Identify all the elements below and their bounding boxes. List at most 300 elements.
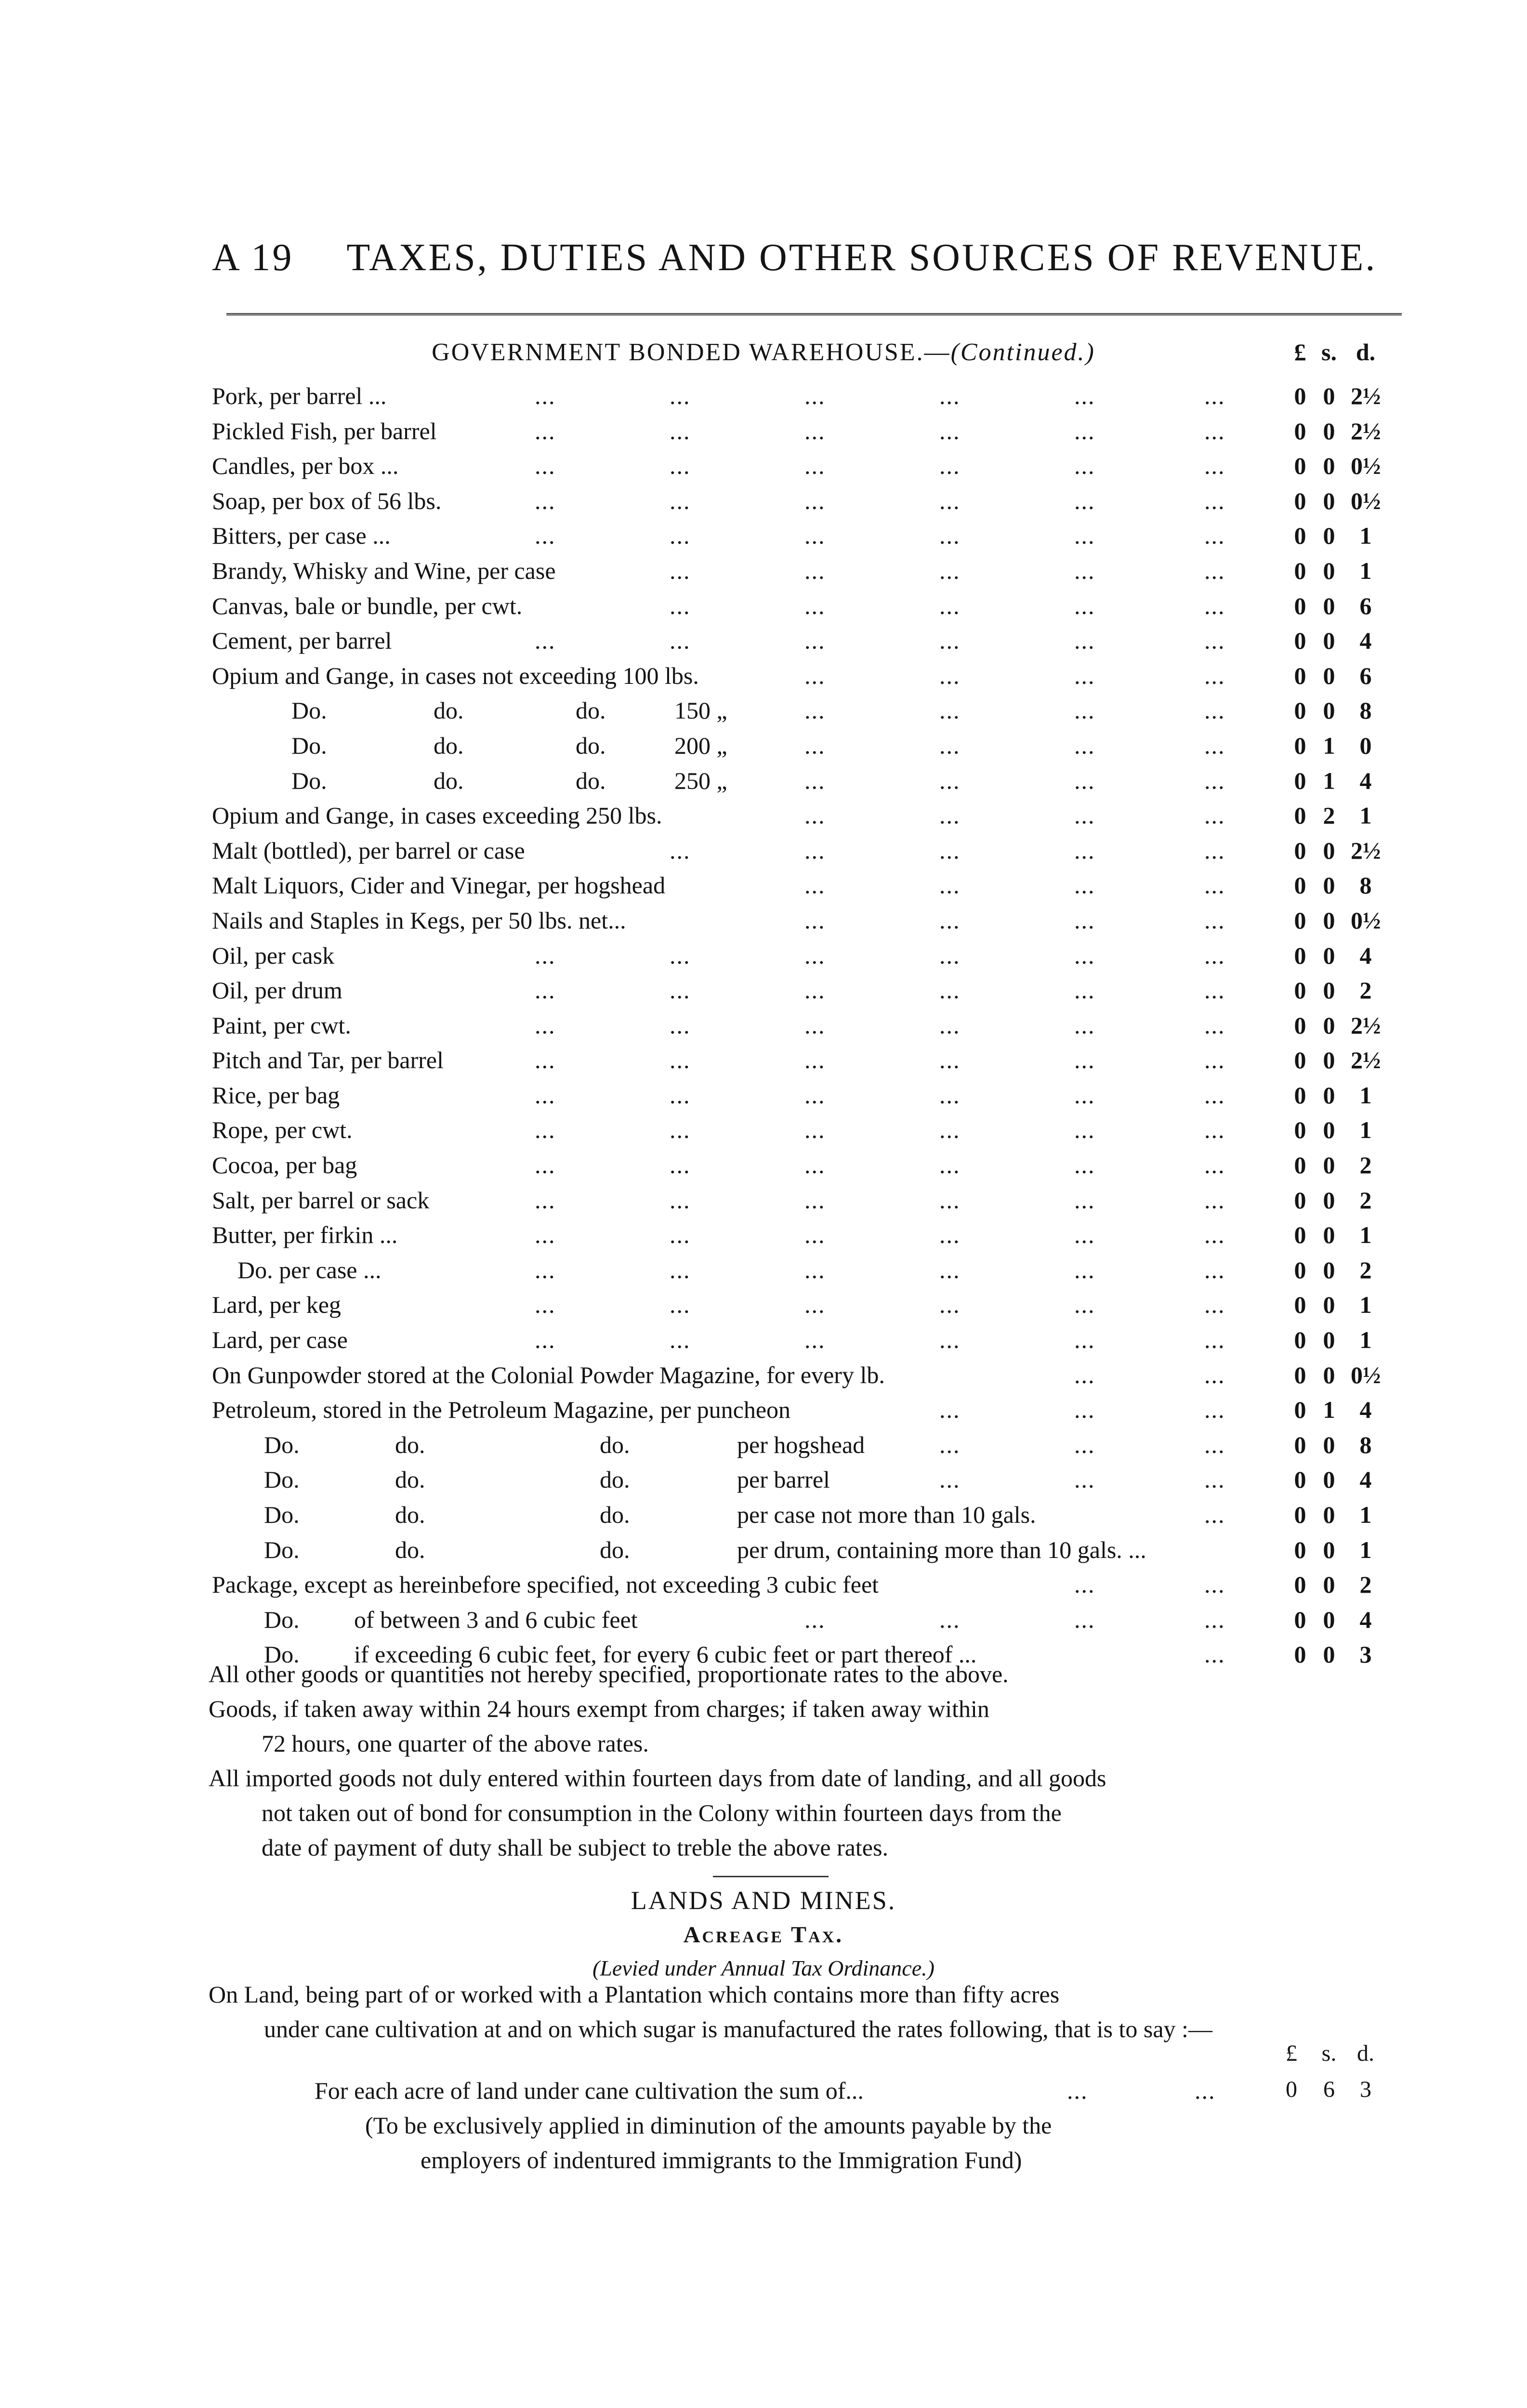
table-row bbox=[0, 1497, 1527, 1532]
table-row bbox=[0, 1567, 1527, 1602]
leader-dots: ... bbox=[939, 872, 961, 899]
row-label: Oil, per drum bbox=[212, 977, 342, 1004]
rate-pounds: 0 bbox=[1294, 592, 1306, 619]
leader-dots: ... bbox=[1204, 1256, 1225, 1283]
leader-dots: ... bbox=[939, 662, 961, 689]
leader-dots: ... bbox=[1204, 1326, 1225, 1354]
leader-dots: ... bbox=[804, 1256, 826, 1283]
row-ditto: Do. bbox=[264, 1536, 300, 1563]
row-label: Nails and Staples in Kegs, per 50 lbs. net... bbox=[212, 906, 626, 934]
leader-dots: ... bbox=[804, 627, 826, 654]
rate-pounds: 0 bbox=[1294, 906, 1306, 934]
rate-shillings: 0 bbox=[1323, 977, 1335, 1004]
leader-dots: ... bbox=[939, 1326, 961, 1354]
rate-shillings: 0 bbox=[1323, 1501, 1335, 1528]
leader-dots: ... bbox=[939, 1256, 961, 1283]
leader-dots: ... bbox=[1074, 417, 1095, 445]
row-qualifier: 200 „ bbox=[674, 732, 727, 759]
leader-dots: ... bbox=[804, 1291, 826, 1319]
rate-pounds: 0 bbox=[1294, 872, 1306, 899]
rate-shillings: 0 bbox=[1323, 1186, 1335, 1214]
leader-dots: ... bbox=[535, 522, 556, 550]
leader-dots: ... bbox=[1204, 1606, 1225, 1633]
leader-dots: ... bbox=[1204, 942, 1225, 969]
leader-dots: ... bbox=[804, 1186, 826, 1214]
table-row bbox=[0, 1112, 1527, 1148]
row-label: On Gunpowder stored at the Colonial Powder Magazine, for every lb. bbox=[212, 1361, 885, 1388]
header-rule bbox=[226, 313, 1402, 315]
rate-shillings: 0 bbox=[1323, 592, 1335, 619]
row-ditto: do. bbox=[576, 732, 606, 759]
rate-pence: 0½ bbox=[1351, 906, 1381, 934]
rate-shillings: 0 bbox=[1323, 1291, 1335, 1319]
table-row bbox=[0, 1253, 1527, 1288]
rate-pence: 2 bbox=[1359, 977, 1372, 1004]
leader-dots: ... bbox=[1074, 1081, 1095, 1109]
rate-shillings: 0 bbox=[1323, 1047, 1335, 1074]
table-row bbox=[0, 1322, 1527, 1358]
rate-shillings: 1 bbox=[1323, 767, 1335, 794]
row-ditto: Do. bbox=[264, 1606, 300, 1633]
leader-dots: ... bbox=[670, 1326, 691, 1354]
rate-pounds: 0 bbox=[1294, 1081, 1306, 1109]
lands-column-pounds: £ bbox=[1286, 2041, 1297, 2066]
page-title: TAXES, DUTIES AND OTHER SOURCES OF REVENUE. bbox=[346, 236, 1377, 279]
leader-dots: ... bbox=[670, 382, 691, 409]
rate-shillings: 1 bbox=[1323, 1396, 1335, 1424]
row-label: Soap, per box of 56 lbs. bbox=[212, 487, 442, 514]
rate-pounds: 0 bbox=[1294, 1361, 1306, 1388]
rate-shillings: 0 bbox=[1323, 417, 1335, 445]
leader-dots: ... bbox=[804, 1606, 826, 1633]
leader-dots: ... bbox=[1204, 1641, 1225, 1668]
table-row bbox=[0, 903, 1527, 938]
row-label: Cocoa, per bag bbox=[212, 1152, 357, 1179]
leader-dots: ... bbox=[1074, 1221, 1095, 1249]
row-qualifier: 250 „ bbox=[674, 767, 727, 794]
rate-pounds: 0 bbox=[1294, 1152, 1306, 1179]
rate-pounds: 0 bbox=[1294, 1641, 1306, 1668]
leader-dots: ... bbox=[804, 1047, 826, 1074]
leader-dots: ... bbox=[670, 1221, 691, 1249]
rate-shillings: 0 bbox=[1323, 872, 1335, 899]
leader-dots: ... bbox=[1204, 1186, 1225, 1214]
rate-pounds: 0 bbox=[1294, 627, 1306, 654]
leader-dots: ... bbox=[670, 627, 691, 654]
rate-shillings: 0 bbox=[1323, 522, 1335, 550]
leader-dots: ... bbox=[939, 1431, 961, 1458]
rate-pence: 2 bbox=[1359, 1152, 1372, 1179]
row-ditto: do. bbox=[600, 1431, 630, 1458]
leader-dots: ... bbox=[1074, 1256, 1095, 1283]
leader-dots: ... bbox=[1204, 1571, 1225, 1598]
lands-note-line-1: (To be exclusively applied in diminution of the amounts payable by the bbox=[365, 2112, 1052, 2139]
leader-dots: ... bbox=[1074, 1186, 1095, 1214]
leader-dots: ... bbox=[804, 732, 826, 759]
leader-dots: ... bbox=[1074, 1361, 1095, 1388]
row-ditto: Do. bbox=[291, 732, 327, 759]
rate-pence: 2½ bbox=[1351, 382, 1381, 409]
leader-dots: ... bbox=[804, 417, 826, 445]
table-row bbox=[0, 1043, 1527, 1078]
rate-pounds: 0 bbox=[1294, 1536, 1306, 1563]
leader-dots: ... bbox=[1074, 697, 1095, 724]
rate-pounds: 0 bbox=[1294, 1256, 1306, 1283]
lands-item-leader-1: ... bbox=[1067, 2077, 1088, 2104]
leader-dots: ... bbox=[1074, 977, 1095, 1004]
leader-dots: ... bbox=[804, 1326, 826, 1354]
table-row bbox=[0, 693, 1527, 728]
lands-item-shillings: 6 bbox=[1323, 2077, 1335, 2102]
leader-dots: ... bbox=[804, 942, 826, 969]
leader-dots: ... bbox=[804, 1221, 826, 1249]
rate-pence: 1 bbox=[1359, 1291, 1372, 1319]
note-other-goods: All other goods or quantities not hereby specified, proportionate rates to the above. bbox=[209, 1661, 1009, 1688]
table-row bbox=[0, 938, 1527, 973]
rate-pounds: 0 bbox=[1294, 977, 1306, 1004]
leader-dots: ... bbox=[939, 487, 961, 514]
row-ditto: Do. bbox=[291, 767, 327, 794]
table-row bbox=[0, 1287, 1527, 1322]
row-label: Pork, per barrel ... bbox=[212, 382, 387, 409]
leader-dots: ... bbox=[670, 522, 691, 550]
row-label: Paint, per cwt. bbox=[212, 1011, 351, 1039]
leader-dots: ... bbox=[804, 1081, 826, 1109]
row-label: Butter, per firkin ... bbox=[212, 1221, 398, 1249]
leader-dots: ... bbox=[939, 452, 961, 480]
rate-pounds: 0 bbox=[1294, 522, 1306, 550]
leader-dots: ... bbox=[1074, 942, 1095, 969]
rate-shillings: 0 bbox=[1323, 906, 1335, 934]
table-row bbox=[0, 414, 1527, 449]
leader-dots: ... bbox=[804, 1011, 826, 1039]
rate-pence: 8 bbox=[1359, 1431, 1372, 1458]
row-label: Candles, per box ... bbox=[212, 452, 399, 480]
leader-dots: ... bbox=[1074, 1396, 1095, 1424]
rate-shillings: 0 bbox=[1323, 1606, 1335, 1633]
leader-dots: ... bbox=[1074, 1431, 1095, 1458]
leader-dots: ... bbox=[1074, 452, 1095, 480]
lands-title: LANDS AND MINES. bbox=[631, 1886, 896, 1915]
rate-pence: 2½ bbox=[1351, 1047, 1381, 1074]
rate-pounds: 0 bbox=[1294, 1116, 1306, 1144]
row-ditto: Do. bbox=[291, 697, 327, 724]
rate-shillings: 0 bbox=[1323, 487, 1335, 514]
rate-pence: 2½ bbox=[1351, 417, 1381, 445]
table-row bbox=[0, 518, 1527, 553]
leader-dots: ... bbox=[939, 1011, 961, 1039]
row-qualifier: per barrel bbox=[737, 1466, 830, 1493]
table-row bbox=[0, 1078, 1527, 1113]
row-label: Bitters, per case ... bbox=[212, 522, 391, 550]
leader-dots: ... bbox=[535, 1011, 556, 1039]
rate-pounds: 0 bbox=[1294, 1606, 1306, 1633]
leader-dots: ... bbox=[939, 417, 961, 445]
leader-dots: ... bbox=[670, 417, 691, 445]
leader-dots: ... bbox=[939, 522, 961, 550]
rate-pence: 6 bbox=[1359, 592, 1372, 619]
rate-pounds: 0 bbox=[1294, 1326, 1306, 1354]
section-divider bbox=[713, 1876, 829, 1877]
table-row bbox=[0, 1462, 1527, 1497]
rate-pounds: 0 bbox=[1294, 697, 1306, 724]
leader-dots: ... bbox=[1074, 802, 1095, 829]
leader-dots: ... bbox=[535, 627, 556, 654]
leader-dots: ... bbox=[535, 1291, 556, 1319]
leader-dots: ... bbox=[535, 1186, 556, 1214]
leader-dots: ... bbox=[1074, 872, 1095, 899]
leader-dots: ... bbox=[535, 487, 556, 514]
leader-dots: ... bbox=[804, 906, 826, 934]
acreage-subtitle: Acreage Tax. bbox=[683, 1922, 844, 1948]
table-row bbox=[0, 1008, 1527, 1043]
rate-shillings: 0 bbox=[1323, 1641, 1335, 1668]
table-row bbox=[0, 379, 1527, 414]
leader-dots: ... bbox=[1204, 697, 1225, 724]
rate-shillings: 0 bbox=[1323, 1011, 1335, 1039]
row-label: Lard, per case bbox=[212, 1326, 348, 1354]
table-row bbox=[0, 1217, 1527, 1253]
leader-dots: ... bbox=[1074, 522, 1095, 550]
table-row bbox=[0, 589, 1527, 624]
leader-dots: ... bbox=[1074, 1466, 1095, 1493]
leader-dots: ... bbox=[1074, 627, 1095, 654]
rate-pence: 1 bbox=[1359, 1536, 1372, 1563]
rate-shillings: 0 bbox=[1323, 382, 1335, 409]
row-label: Package, except as hereinbefore specified, not exceeding 3 cubic feet bbox=[212, 1571, 879, 1598]
leader-dots: ... bbox=[804, 1152, 826, 1179]
leader-dots: ... bbox=[1204, 1501, 1225, 1528]
rate-pounds: 0 bbox=[1294, 1466, 1306, 1493]
leader-dots: ... bbox=[535, 417, 556, 445]
leader-dots: ... bbox=[670, 1256, 691, 1283]
row-ditto: do. bbox=[395, 1466, 425, 1493]
rate-pence: 1 bbox=[1359, 1326, 1372, 1354]
leader-dots: ... bbox=[670, 1152, 691, 1179]
leader-dots: ... bbox=[1204, 1466, 1225, 1493]
page-header bbox=[212, 236, 1377, 280]
row-label: Rice, per bag bbox=[212, 1081, 340, 1109]
lands-item-pounds: 0 bbox=[1286, 2077, 1297, 2102]
lands-item-pence: 3 bbox=[1360, 2077, 1371, 2102]
table-row bbox=[0, 1392, 1527, 1427]
leader-dots: ... bbox=[1204, 1152, 1225, 1179]
leader-dots: ... bbox=[670, 487, 691, 514]
leader-dots: ... bbox=[1204, 487, 1225, 514]
rate-pence: 4 bbox=[1359, 1466, 1372, 1493]
row-label: Do. per case ... bbox=[237, 1256, 382, 1283]
rate-shillings: 0 bbox=[1323, 1116, 1335, 1144]
rate-pence: 1 bbox=[1359, 1081, 1372, 1109]
note-goods-taken-line-2: 72 hours, one quarter of the above rates. bbox=[262, 1730, 649, 1757]
leader-dots: ... bbox=[670, 837, 691, 864]
leader-dots: ... bbox=[939, 1186, 961, 1214]
rate-pence: 2 bbox=[1359, 1571, 1372, 1598]
note-goods-taken-line-1: Goods, if taken away within 24 hours exempt from charges; if taken away within bbox=[209, 1695, 989, 1722]
row-ditto: do. bbox=[395, 1501, 425, 1528]
leader-dots: ... bbox=[804, 767, 826, 794]
table-row bbox=[0, 553, 1527, 589]
leader-dots: ... bbox=[1074, 592, 1095, 619]
row-ditto: do. bbox=[434, 767, 464, 794]
leader-dots: ... bbox=[1204, 417, 1225, 445]
row-ditto: do. bbox=[576, 767, 606, 794]
leader-dots: ... bbox=[670, 1047, 691, 1074]
table-row bbox=[0, 763, 1527, 798]
row-label: Cement, per barrel bbox=[212, 627, 392, 654]
rate-shillings: 0 bbox=[1323, 627, 1335, 654]
rate-pounds: 0 bbox=[1294, 557, 1306, 584]
rate-shillings: 0 bbox=[1323, 557, 1335, 584]
leader-dots: ... bbox=[1074, 557, 1095, 584]
leader-dots: ... bbox=[1074, 1291, 1095, 1319]
leader-dots: ... bbox=[1204, 557, 1225, 584]
rates-table bbox=[0, 379, 1527, 1672]
lands-column-shillings: s. bbox=[1321, 2041, 1337, 2066]
leader-dots: ... bbox=[670, 1011, 691, 1039]
leader-dots: ... bbox=[670, 557, 691, 584]
row-label: Canvas, bale or bundle, per cwt. bbox=[212, 592, 523, 619]
row-ditto: do. bbox=[576, 697, 606, 724]
leader-dots: ... bbox=[535, 977, 556, 1004]
rate-shillings: 0 bbox=[1323, 837, 1335, 864]
lands-note-line-2: employers of indentured immigrants to the Immigration Fund) bbox=[421, 2146, 1022, 2173]
leader-dots: ... bbox=[670, 942, 691, 969]
leader-dots: ... bbox=[535, 452, 556, 480]
rate-shillings: 0 bbox=[1323, 1361, 1335, 1388]
row-ditto: do. bbox=[600, 1501, 630, 1528]
leader-dots: ... bbox=[535, 1047, 556, 1074]
leader-dots: ... bbox=[1204, 1081, 1225, 1109]
rate-pence: 8 bbox=[1359, 872, 1372, 899]
rate-pence: 1 bbox=[1359, 1116, 1372, 1144]
table-row bbox=[0, 868, 1527, 903]
leader-dots: ... bbox=[1204, 662, 1225, 689]
row-label: Oil, per cask bbox=[212, 942, 335, 969]
leader-dots: ... bbox=[939, 627, 961, 654]
leader-dots: ... bbox=[939, 837, 961, 864]
row-label: Malt (bottled), per barrel or case bbox=[212, 837, 525, 864]
table-row bbox=[0, 1427, 1527, 1463]
row-ditto: Do. bbox=[264, 1431, 300, 1458]
leader-dots: ... bbox=[939, 802, 961, 829]
leader-dots: ... bbox=[1074, 662, 1095, 689]
row-label: Opium and Gange, in cases exceeding 250 lbs. bbox=[212, 802, 662, 829]
rate-pence: 1 bbox=[1359, 1501, 1372, 1528]
row-ditto: Do. bbox=[264, 1466, 300, 1493]
leader-dots: ... bbox=[535, 382, 556, 409]
leader-dots: ... bbox=[1204, 1291, 1225, 1319]
table-row bbox=[0, 448, 1527, 484]
row-label: Brandy, Whisky and Wine, per case bbox=[212, 557, 556, 584]
leader-dots: ... bbox=[939, 906, 961, 934]
rate-pence: 0½ bbox=[1351, 452, 1381, 480]
leader-dots: ... bbox=[535, 942, 556, 969]
row-qualifier: 150 „ bbox=[674, 697, 727, 724]
leader-dots: ... bbox=[804, 522, 826, 550]
rate-shillings: 0 bbox=[1323, 1221, 1335, 1249]
leader-dots: ... bbox=[939, 1047, 961, 1074]
leader-dots: ... bbox=[804, 487, 826, 514]
column-header-shillings: s. bbox=[1321, 339, 1337, 366]
row-ditto: Do. bbox=[264, 1641, 300, 1668]
leader-dots: ... bbox=[1204, 1116, 1225, 1144]
leader-dots: ... bbox=[804, 837, 826, 864]
leader-dots: ... bbox=[1074, 1606, 1095, 1633]
table-row bbox=[0, 484, 1527, 519]
rate-pounds: 0 bbox=[1294, 1047, 1306, 1074]
table-row bbox=[0, 1602, 1527, 1637]
leader-dots: ... bbox=[939, 1116, 961, 1144]
rate-pounds: 0 bbox=[1294, 837, 1306, 864]
row-ditto: do. bbox=[395, 1536, 425, 1563]
leader-dots: ... bbox=[804, 802, 826, 829]
rate-pounds: 0 bbox=[1294, 1431, 1306, 1458]
rate-pounds: 0 bbox=[1294, 732, 1306, 759]
row-ditto: do. bbox=[434, 697, 464, 724]
leader-dots: ... bbox=[939, 1221, 961, 1249]
leader-dots: ... bbox=[804, 592, 826, 619]
rate-shillings: 0 bbox=[1323, 942, 1335, 969]
leader-dots: ... bbox=[804, 1116, 826, 1144]
leader-dots: ... bbox=[1204, 592, 1225, 619]
table-row bbox=[0, 1358, 1527, 1393]
rate-shillings: 0 bbox=[1323, 1081, 1335, 1109]
leader-dots: ... bbox=[1204, 1361, 1225, 1388]
leader-dots: ... bbox=[1204, 382, 1225, 409]
table-row bbox=[0, 973, 1527, 1008]
leader-dots: ... bbox=[1204, 1431, 1225, 1458]
rate-pounds: 0 bbox=[1294, 662, 1306, 689]
rate-pence: 4 bbox=[1359, 1606, 1372, 1633]
leader-dots: ... bbox=[804, 452, 826, 480]
rate-shillings: 0 bbox=[1323, 1536, 1335, 1563]
leader-dots: ... bbox=[939, 1291, 961, 1319]
rate-pence: 2½ bbox=[1351, 837, 1381, 864]
lands-intro-line-1: On Land, being part of or worked with a Plantation which contains more than fifty acres bbox=[209, 1981, 1060, 2008]
table-row bbox=[0, 833, 1527, 868]
rate-pence: 0 bbox=[1359, 732, 1372, 759]
leader-dots: ... bbox=[939, 382, 961, 409]
leader-dots: ... bbox=[1074, 906, 1095, 934]
note-imported-line-1: All imported goods not duly entered within fourteen days from date of landing, and all goods bbox=[209, 1765, 1106, 1792]
leader-dots: ... bbox=[804, 697, 826, 724]
leader-dots: ... bbox=[1204, 872, 1225, 899]
rate-pounds: 0 bbox=[1294, 1186, 1306, 1214]
leader-dots: ... bbox=[1204, 802, 1225, 829]
rate-shillings: 0 bbox=[1323, 662, 1335, 689]
leader-dots: ... bbox=[804, 977, 826, 1004]
row-qualifier: per hogshead bbox=[737, 1431, 865, 1458]
lands-intro-line-2: under cane cultivation at and on which sugar is manufactured the rates following, that is to say :— bbox=[264, 2015, 1212, 2042]
row-label: Lard, per keg bbox=[212, 1291, 341, 1319]
leader-dots: ... bbox=[535, 1326, 556, 1354]
rate-shillings: 0 bbox=[1323, 1431, 1335, 1458]
leader-dots: ... bbox=[939, 1152, 961, 1179]
rate-pounds: 0 bbox=[1294, 767, 1306, 794]
row-ditto: do. bbox=[395, 1431, 425, 1458]
leader-dots: ... bbox=[939, 697, 961, 724]
column-header-pence: d. bbox=[1356, 339, 1376, 366]
rate-pence: 4 bbox=[1359, 767, 1372, 794]
leader-dots: ... bbox=[1074, 382, 1095, 409]
leader-dots: ... bbox=[1204, 837, 1225, 864]
leader-dots: ... bbox=[939, 767, 961, 794]
rate-shillings: 0 bbox=[1323, 1326, 1335, 1354]
rate-pounds: 0 bbox=[1294, 1501, 1306, 1528]
leader-dots: ... bbox=[1074, 1571, 1095, 1598]
leader-dots: ... bbox=[535, 1116, 556, 1144]
